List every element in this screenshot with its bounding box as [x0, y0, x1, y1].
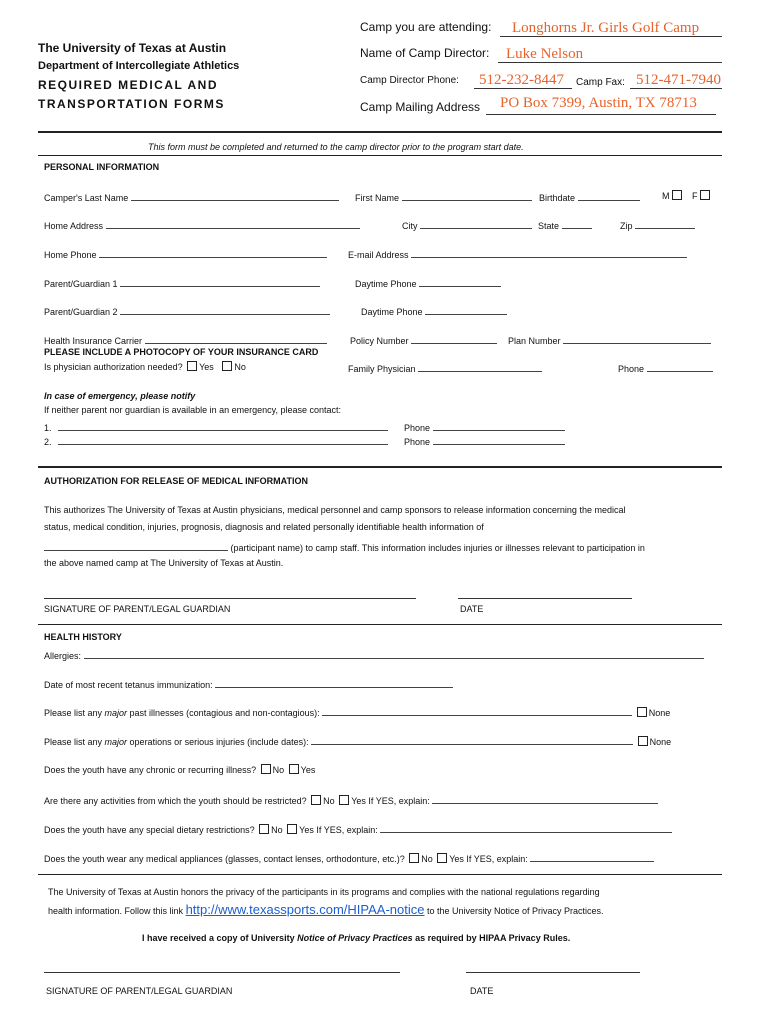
- auth-signature-line[interactable]: [44, 598, 416, 599]
- dietary-no-label: No: [271, 825, 283, 835]
- appliances-no-checkbox[interactable]: [409, 853, 419, 863]
- birthdate-field[interactable]: [578, 190, 640, 201]
- tetanus-label: Date of most recent tetanus immunization:: [44, 680, 213, 690]
- chronic-label: Does the youth have any chronic or recurring illness?: [44, 765, 257, 775]
- emergency-phone1-field[interactable]: [433, 420, 565, 431]
- illnesses-none-checkbox[interactable]: [637, 707, 647, 717]
- camp-fax-field[interactable]: 512-471-7940: [636, 72, 721, 88]
- appliances-label: Does the youth wear any medical appliances (glasses, contact lenses, orthodonture, etc.)?: [44, 854, 405, 864]
- privacy-divider: [38, 874, 722, 875]
- privacy-line1: The University of Texas at Austin honors the privacy of the participants in its programs and complies with the national regulations regarding: [48, 887, 600, 897]
- emergency-heading: In case of emergency, please notify: [44, 391, 196, 401]
- operations-label-post: operations or serious injuries (include dates):: [127, 737, 309, 747]
- authorization-line2: status, medical condition, injuries, prognosis, diagnosis and related personally identifiable health information of: [44, 522, 484, 532]
- first-name-field[interactable]: [402, 190, 532, 201]
- chronic-no-label: No: [272, 765, 285, 775]
- emergency-phone1-row: [404, 420, 565, 433]
- physician-phone-field[interactable]: [647, 361, 713, 372]
- illnesses-row: [44, 705, 670, 718]
- privacy-signature-line[interactable]: [44, 972, 400, 973]
- emergency-contact2-number: 2.: [44, 437, 52, 447]
- appliances-row: [44, 851, 654, 864]
- restricted-label: Are there any activities from which the youth should be restricted?: [44, 796, 307, 806]
- allergies-label: Allergies:: [44, 651, 82, 661]
- emergency-contact2-field[interactable]: [58, 434, 388, 445]
- sex-row: [662, 190, 712, 201]
- authorization-line4: the above named camp at The University of Texas at Austin.: [44, 558, 284, 568]
- dietary-row: [44, 822, 672, 835]
- physician-auth-yes-label: Yes: [199, 362, 214, 372]
- authorization-line3: (participant name) to camp staff. This information includes injuries or illnesses relevant to participation in: [230, 543, 645, 553]
- daytime-phone2-field[interactable]: [425, 304, 507, 315]
- privacy-date-label: DATE: [470, 986, 494, 996]
- parent2-row: [44, 304, 330, 317]
- operations-field[interactable]: [311, 734, 633, 745]
- insurance-label: Health Insurance Carrier: [44, 336, 143, 346]
- camp-fax-label: Camp Fax:: [576, 77, 625, 88]
- privacy-received-pre: I have received a copy of University: [142, 933, 298, 943]
- emergency-contact2-row: [44, 434, 388, 447]
- sex-f-label: F: [692, 191, 698, 201]
- family-physician-label: Family Physician: [348, 364, 416, 374]
- emergency-contact1-row: [44, 420, 388, 433]
- dietary-no-checkbox[interactable]: [259, 824, 269, 834]
- restricted-no-checkbox[interactable]: [311, 795, 321, 805]
- restricted-yes-label: Yes If YES, explain:: [351, 796, 430, 806]
- home-phone-label: Home Phone: [44, 250, 97, 260]
- health-history-heading: HEALTH HISTORY: [44, 632, 122, 642]
- parent1-field[interactable]: [120, 276, 320, 287]
- privacy-line2-post: to the University Notice of Privacy Practices.: [427, 906, 604, 916]
- family-physician-field[interactable]: [418, 361, 542, 372]
- authorization-line1: This authorizes The University of Texas at Austin physicians, medical personnel and camp sponsors to release information concerning the medical: [44, 505, 626, 515]
- header-divider: [38, 131, 722, 133]
- chronic-row: [44, 764, 315, 775]
- plan-label: Plan Number: [508, 336, 561, 346]
- home-address-label: Home Address: [44, 221, 104, 231]
- daytime-phone1-label: Daytime Phone: [355, 279, 417, 289]
- physician-auth-no-label: No: [234, 362, 246, 372]
- emergency-phone2-row: [404, 434, 565, 447]
- privacy-received-row: [142, 933, 570, 943]
- dietary-yes-checkbox[interactable]: [287, 824, 297, 834]
- hipaa-notice-link[interactable]: http://www.texassports.com/HIPAA-notice: [185, 902, 425, 917]
- chronic-no-checkbox[interactable]: [261, 764, 271, 774]
- dietary-label: Does the youth have any special dietary restrictions?: [44, 825, 255, 835]
- restricted-row: [44, 793, 658, 806]
- chronic-yes-label: Yes: [300, 765, 316, 775]
- illnesses-label-pre: Please list any: [44, 708, 105, 718]
- tetanus-row: [44, 677, 453, 690]
- camp-mailing-label: Camp Mailing Address: [360, 100, 481, 114]
- birthdate-row: [539, 190, 640, 203]
- operations-label-pre: Please list any: [44, 737, 105, 747]
- emergency-contact1-field[interactable]: [58, 420, 388, 431]
- insurance-row: [44, 333, 327, 346]
- emergency-contact1-number: 1.: [44, 423, 52, 433]
- camp-director-phone-field[interactable]: 512-232-8447: [479, 72, 564, 88]
- allergies-field[interactable]: [84, 648, 704, 659]
- email-label: E-mail Address: [348, 250, 409, 260]
- notice-divider: [38, 155, 722, 156]
- operations-none-label: None: [649, 737, 672, 747]
- birthdate-label: Birthdate: [539, 193, 576, 203]
- physician-phone-label: Phone: [618, 364, 645, 374]
- privacy-received-ital: Notice of Privacy Practices: [297, 933, 413, 943]
- appliances-yes-label: Yes If YES, explain:: [449, 854, 528, 864]
- city-row: [402, 218, 532, 231]
- camp-mailing-field[interactable]: PO Box 7399, Austin, TX 78713: [500, 95, 697, 111]
- parent2-label: Parent/Guardian 2: [44, 307, 118, 317]
- camp-attending-label: Camp you are attending:: [360, 20, 492, 34]
- department-name: Department of Intercollegiate Athletics: [38, 60, 240, 72]
- policy-field[interactable]: [411, 333, 497, 344]
- camper-last-name-label: Camper's Last Name: [44, 193, 129, 203]
- first-name-label: First Name: [355, 193, 400, 203]
- camp-attending-field[interactable]: Longhorns Jr. Girls Golf Camp: [512, 20, 700, 36]
- physician-auth-row: [44, 361, 246, 372]
- physician-auth-no-checkbox[interactable]: [222, 361, 232, 371]
- restricted-explain-field[interactable]: [432, 793, 658, 804]
- insurance-photocopy-note: PLEASE INCLUDE A PHOTOCOPY OF YOUR INSURANCE CARD: [44, 347, 319, 357]
- illnesses-none-label: None: [648, 708, 671, 718]
- privacy-line2-pre: health information. Follow this link: [48, 906, 184, 916]
- operations-row: [44, 734, 671, 747]
- emergency-phone2-label: Phone: [404, 437, 431, 447]
- state-field[interactable]: [562, 218, 592, 229]
- emergency-phone2-field[interactable]: [433, 434, 565, 445]
- state-row: [538, 218, 592, 231]
- form-title-line2: TRANSPORTATION FORMS: [38, 97, 225, 111]
- camp-fax-label-wrap: [576, 74, 625, 88]
- privacy-date-line[interactable]: [466, 972, 640, 973]
- physician-auth-label: Is physician authorization needed?: [44, 362, 183, 372]
- daytime-phone2-row: [361, 304, 507, 317]
- privacy-received-post: as required by HIPAA Privacy Rules.: [412, 933, 571, 943]
- emergency-phone1-label: Phone: [404, 423, 431, 433]
- family-physician-row: [348, 361, 542, 374]
- appliances-no-label: No: [421, 854, 433, 864]
- physician-auth-yes-checkbox[interactable]: [187, 361, 197, 371]
- camper-last-name-field[interactable]: [131, 190, 339, 201]
- appliances-explain-field[interactable]: [530, 851, 654, 862]
- chronic-yes-checkbox[interactable]: [289, 764, 299, 774]
- insurance-field[interactable]: [145, 333, 327, 344]
- auth-date-line[interactable]: [458, 598, 632, 599]
- restricted-yes-checkbox[interactable]: [339, 795, 349, 805]
- daytime-phone1-field[interactable]: [419, 276, 501, 287]
- university-name: The University of Texas at Austin: [38, 41, 227, 55]
- form-title-line1: REQUIRED MEDICAL AND: [38, 78, 219, 92]
- illnesses-label-post: past illnesses (contagious and non-contagious):: [127, 708, 320, 718]
- personal-info-heading: PERSONAL INFORMATION: [44, 162, 160, 172]
- tetanus-field[interactable]: [215, 677, 453, 688]
- privacy-signature-label: SIGNATURE OF PARENT/LEGAL GUARDIAN: [46, 986, 233, 996]
- parent1-label: Parent/Guardian 1: [44, 279, 118, 289]
- first-name-row: [355, 190, 532, 203]
- authorization-heading: AUTHORIZATION FOR RELEASE OF MEDICAL INFORMATION: [44, 476, 308, 486]
- sex-m-checkbox[interactable]: [672, 190, 682, 200]
- city-label: City: [402, 221, 418, 231]
- email-field[interactable]: [411, 247, 687, 258]
- restricted-no-label: No: [323, 796, 335, 806]
- plan-row: [508, 333, 711, 346]
- camp-director-label: Name of Camp Director:: [360, 46, 490, 60]
- emergency-sub: If neither parent nor guardian is available in an emergency, please contact:: [44, 405, 342, 415]
- sex-f-checkbox[interactable]: [700, 190, 710, 200]
- zip-row: [620, 218, 695, 231]
- city-field[interactable]: [420, 218, 532, 229]
- participant-name-field[interactable]: [44, 540, 228, 551]
- zip-label: Zip: [620, 221, 633, 231]
- auth-signature-label: SIGNATURE OF PARENT/LEGAL GUARDIAN: [44, 604, 231, 614]
- daytime-phone2-label: Daytime Phone: [361, 307, 423, 317]
- return-notice: This form must be completed and returned to the camp director prior to the program start date.: [148, 142, 524, 152]
- allergies-row: [44, 648, 704, 661]
- state-label: State: [538, 221, 560, 231]
- camp-director-field[interactable]: Luke Nelson: [506, 46, 584, 62]
- operations-label-major: major: [104, 737, 128, 747]
- camper-last-name-row: [44, 190, 339, 203]
- auth-date-label: DATE: [460, 604, 484, 614]
- camp-director-phone-label: Camp Director Phone:: [360, 75, 459, 86]
- illnesses-label-major: major: [104, 708, 128, 718]
- operations-none-checkbox[interactable]: [638, 736, 648, 746]
- illnesses-field[interactable]: [322, 705, 632, 716]
- home-address-row: [44, 218, 360, 231]
- authorization-divider: [38, 466, 722, 468]
- parent1-row: [44, 276, 320, 289]
- appliances-yes-checkbox[interactable]: [437, 853, 447, 863]
- plan-field[interactable]: [563, 333, 711, 344]
- sex-m-label: M: [662, 191, 670, 201]
- policy-label: Policy Number: [350, 336, 409, 346]
- home-address-field[interactable]: [106, 218, 360, 229]
- email-row: [348, 247, 687, 260]
- daytime-phone1-row: [355, 276, 501, 289]
- dietary-yes-label: Yes If YES, explain:: [299, 825, 378, 835]
- physician-phone-row: [618, 361, 713, 374]
- dietary-explain-field[interactable]: [380, 822, 672, 833]
- zip-field[interactable]: [635, 218, 695, 229]
- home-phone-row: [44, 247, 327, 260]
- parent2-field[interactable]: [120, 304, 330, 315]
- privacy-line2-row: [48, 902, 604, 917]
- health-divider: [38, 624, 722, 625]
- home-phone-field[interactable]: [99, 247, 327, 258]
- policy-row: [350, 333, 497, 346]
- authorization-line3-row: [44, 540, 645, 553]
